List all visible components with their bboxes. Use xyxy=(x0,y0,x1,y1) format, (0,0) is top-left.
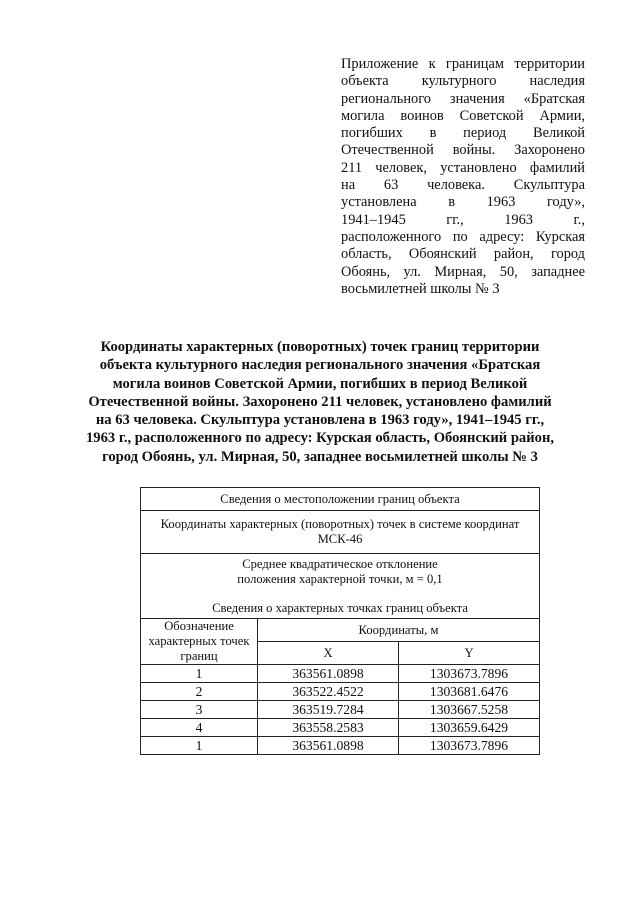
y-cell: 1303681.6476 xyxy=(399,683,540,701)
appendix-line: расположенного по адресу: Курская xyxy=(341,228,585,245)
y-header: Y xyxy=(399,642,540,665)
appendix-line: погибших в период Великой xyxy=(341,125,585,142)
point-cell: 1 xyxy=(141,665,258,683)
heading-line: могила воинов Советской Армии, погибших в период Великой xyxy=(112,375,528,392)
appendix-note xyxy=(341,56,585,298)
appendix-line: могила воинов Советской Армии, xyxy=(341,107,585,124)
appendix-line: 211 человек, установлено фамилий xyxy=(341,159,585,176)
appendix-line: 1941–1945 гг., 1963 г., xyxy=(341,211,585,228)
y-cell: 1303673.7896 xyxy=(399,665,540,683)
heading-line: объекта культурного наследия регионального значения «Братская xyxy=(99,357,541,374)
heading-line: город Обоянь, ул. Мирная, 50, западнее восьмилетней школы № 3 xyxy=(102,448,538,465)
appendix-line: установлена в 1963 году», xyxy=(341,194,585,211)
coordinate-system-line: Координаты характерных (поворотных) точек в системе координат xyxy=(160,517,520,531)
x-cell: 363519.7284 xyxy=(258,701,399,719)
document-heading xyxy=(80,338,560,466)
x-cell: 363561.0898 xyxy=(258,737,399,755)
appendix-line: Отечественной войны. Захоронено xyxy=(341,142,585,159)
x-cell: 363522.4522 xyxy=(258,683,399,701)
table-row xyxy=(141,701,540,719)
appendix-line: на 63 человека. Скульптура xyxy=(341,177,585,194)
deviation-cell xyxy=(141,554,540,619)
y-cell: 1303667.5258 xyxy=(399,701,540,719)
coordinates-header: Координаты, м xyxy=(258,619,540,642)
y-cell: 1303673.7896 xyxy=(399,737,540,755)
designation-header: Обозначение характерных точек границ xyxy=(141,619,258,665)
coordinate-system-name: МСК-46 xyxy=(317,532,363,546)
coordinate-system-cell xyxy=(141,511,540,554)
appendix-line: регионального значения «Братская xyxy=(341,90,585,107)
point-cell: 1 xyxy=(141,737,258,755)
heading-line: на 63 человека. Скульптура установлена в 1963 году», 1941–1945 гг., xyxy=(95,412,545,429)
points-title: Сведения о характерных точках границ объекта xyxy=(212,600,468,615)
appendix-line: область, Обоянский район, город xyxy=(341,246,585,263)
appendix-line: восьмилетней школы № 3 xyxy=(341,280,500,297)
deviation-value: положения характерной точки, м = 0,1 xyxy=(237,571,443,586)
table-row xyxy=(141,683,540,701)
point-cell: 3 xyxy=(141,701,258,719)
info-title-cell: Сведения о местоположении границ объекта xyxy=(141,488,540,511)
point-cell: 2 xyxy=(141,683,258,701)
appendix-line: Обоянь, ул. Мирная, 50, западнее xyxy=(341,263,585,280)
point-cell: 4 xyxy=(141,719,258,737)
x-cell: 363561.0898 xyxy=(258,665,399,683)
y-cell: 1303659.6429 xyxy=(399,719,540,737)
heading-line: Отечественной войны. Захоронено 211 человек, установлено фамилий xyxy=(88,393,552,410)
x-cell: 363558.2583 xyxy=(258,719,399,737)
appendix-line: Приложение к границам территории xyxy=(341,56,585,72)
table-row xyxy=(141,737,540,755)
table-row xyxy=(141,719,540,737)
heading-line: Координаты характерных (поворотных) точек границ территории xyxy=(100,339,540,355)
appendix-line: объекта культурного наследия xyxy=(341,73,585,90)
table-row xyxy=(141,665,540,683)
heading-line: 1963 г., расположенного по адресу: Курская область, Обоянский район, xyxy=(86,430,554,447)
deviation-line: Среднее квадратическое отклонение xyxy=(242,556,438,571)
x-header: X xyxy=(258,642,399,665)
coordinates-table xyxy=(140,487,540,755)
